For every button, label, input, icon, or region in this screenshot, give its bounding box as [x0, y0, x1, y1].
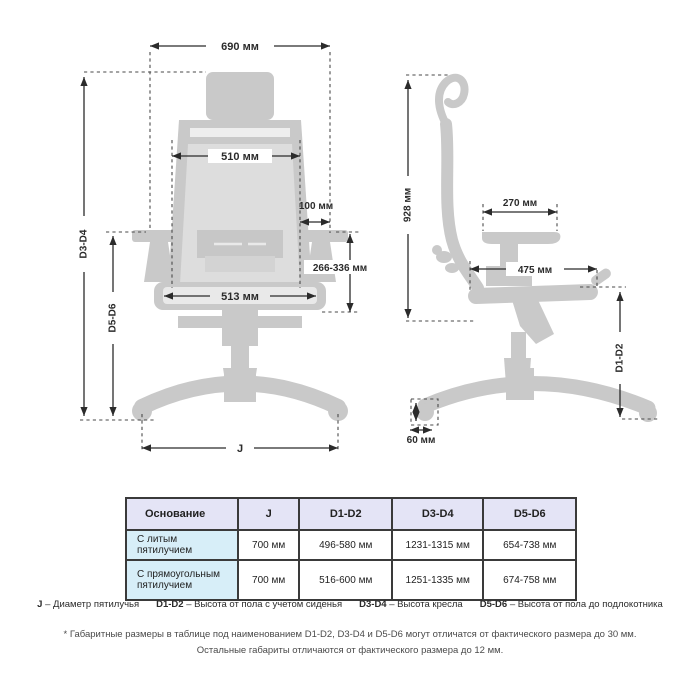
- dimensions-table: [125, 497, 577, 601]
- cell-d3d4: 1251-1335 мм: [392, 560, 484, 600]
- front-armrest-left-support: [144, 242, 174, 282]
- dim-back-height-label: 928 мм: [402, 187, 414, 223]
- legend-item-d5d6: [480, 599, 663, 610]
- front-castor-left: [132, 401, 152, 421]
- header-d5d6: D5-D6: [483, 498, 576, 530]
- cell-d5d6: 654-738 мм: [483, 530, 576, 560]
- front-gas-lift: [231, 346, 249, 368]
- cell-d3d4: 1231-1315 мм: [392, 530, 484, 560]
- legend-desc: – Высота кресла: [389, 599, 463, 610]
- legend-code: D1-D2: [156, 599, 184, 610]
- dim-top-width-label: 690 мм: [221, 41, 259, 53]
- legend: [0, 599, 700, 610]
- legend-desc: – Высота от пола до подлокотника: [509, 599, 663, 610]
- dim-armrest-offset-label: 100 мм: [298, 201, 334, 212]
- side-base-hub: [506, 368, 534, 400]
- footnote: [0, 627, 700, 659]
- table-row: [126, 560, 576, 600]
- legend-item-d3d4: [359, 599, 463, 610]
- cell-j: 700 мм: [238, 530, 300, 560]
- legend-code: D5-D6: [479, 599, 508, 610]
- dim-base-diameter-label: J: [236, 443, 244, 455]
- table-header-row: [126, 498, 576, 530]
- front-headrest: [206, 72, 274, 120]
- front-base-hub: [224, 370, 256, 402]
- front-armrest-right-pad: [298, 230, 348, 242]
- header-j: J: [238, 498, 300, 530]
- dim-d5d6-label: D5-D6: [107, 303, 119, 333]
- front-lumbar-lower: [205, 256, 275, 272]
- side-castor-left: [416, 403, 434, 421]
- dim-seat-width-label: 513 мм: [221, 291, 259, 303]
- header-base: Основание: [126, 498, 238, 530]
- dim-d1d2-label: D1-D2: [614, 343, 626, 373]
- side-base: [425, 383, 648, 408]
- header-d3d4: D3-D4: [392, 498, 484, 530]
- side-adjuster-lower: [445, 263, 459, 273]
- header-d1d2: D1-D2: [299, 498, 391, 530]
- dim-d3d4-label: D3-D4: [78, 229, 90, 259]
- legend-item-j: [37, 599, 139, 610]
- front-backrest-top-strip: [190, 128, 290, 137]
- row-base-label: С прямоугольным пятилучием: [126, 560, 238, 600]
- footnote-line-1: * Габаритные размеры в таблице под наименованием D1-D2, D3-D4 и D5-D6 могут отличатся от фактического размера до 30 мм.: [63, 629, 637, 640]
- dim-armrest-pad-label: 270 мм: [502, 198, 538, 209]
- table-row: [126, 530, 576, 560]
- dim-seat-depth-label: 475 мм: [517, 265, 553, 276]
- front-mechanism-block: [222, 310, 258, 346]
- front-view-chair: [132, 72, 348, 421]
- side-armrest-pad: [482, 232, 560, 244]
- legend-item-d1d2: [156, 599, 342, 610]
- cell-d1d2: 496-580 мм: [299, 530, 391, 560]
- side-headrest: [439, 78, 465, 126]
- side-seat-rear-hook: [589, 267, 613, 288]
- legend-code: J: [37, 599, 43, 610]
- cell-d5d6: 674-758 мм: [483, 560, 576, 600]
- row-base-label: С литым пятилучием: [126, 530, 238, 560]
- legend-desc: – Высота от пола с учетом сиденья: [186, 599, 343, 610]
- legend-desc: – Диаметр пятилучья: [45, 599, 140, 610]
- dim-back-width-label: 510 мм: [221, 151, 259, 163]
- footnote-line-2: Остальные габариты отличаются от фактического размера до 12 мм.: [196, 645, 504, 656]
- front-castor-right: [328, 401, 348, 421]
- dim-armrest-height-label: 266-336 мм: [312, 263, 368, 274]
- dim-castor-label: 60 мм: [406, 435, 436, 446]
- legend-code: D3-D4: [359, 599, 387, 610]
- cell-j: 700 мм: [238, 560, 300, 600]
- cell-d1d2: 516-600 мм: [299, 560, 391, 600]
- side-adjuster: [436, 251, 452, 263]
- side-gas-lift: [511, 332, 526, 358]
